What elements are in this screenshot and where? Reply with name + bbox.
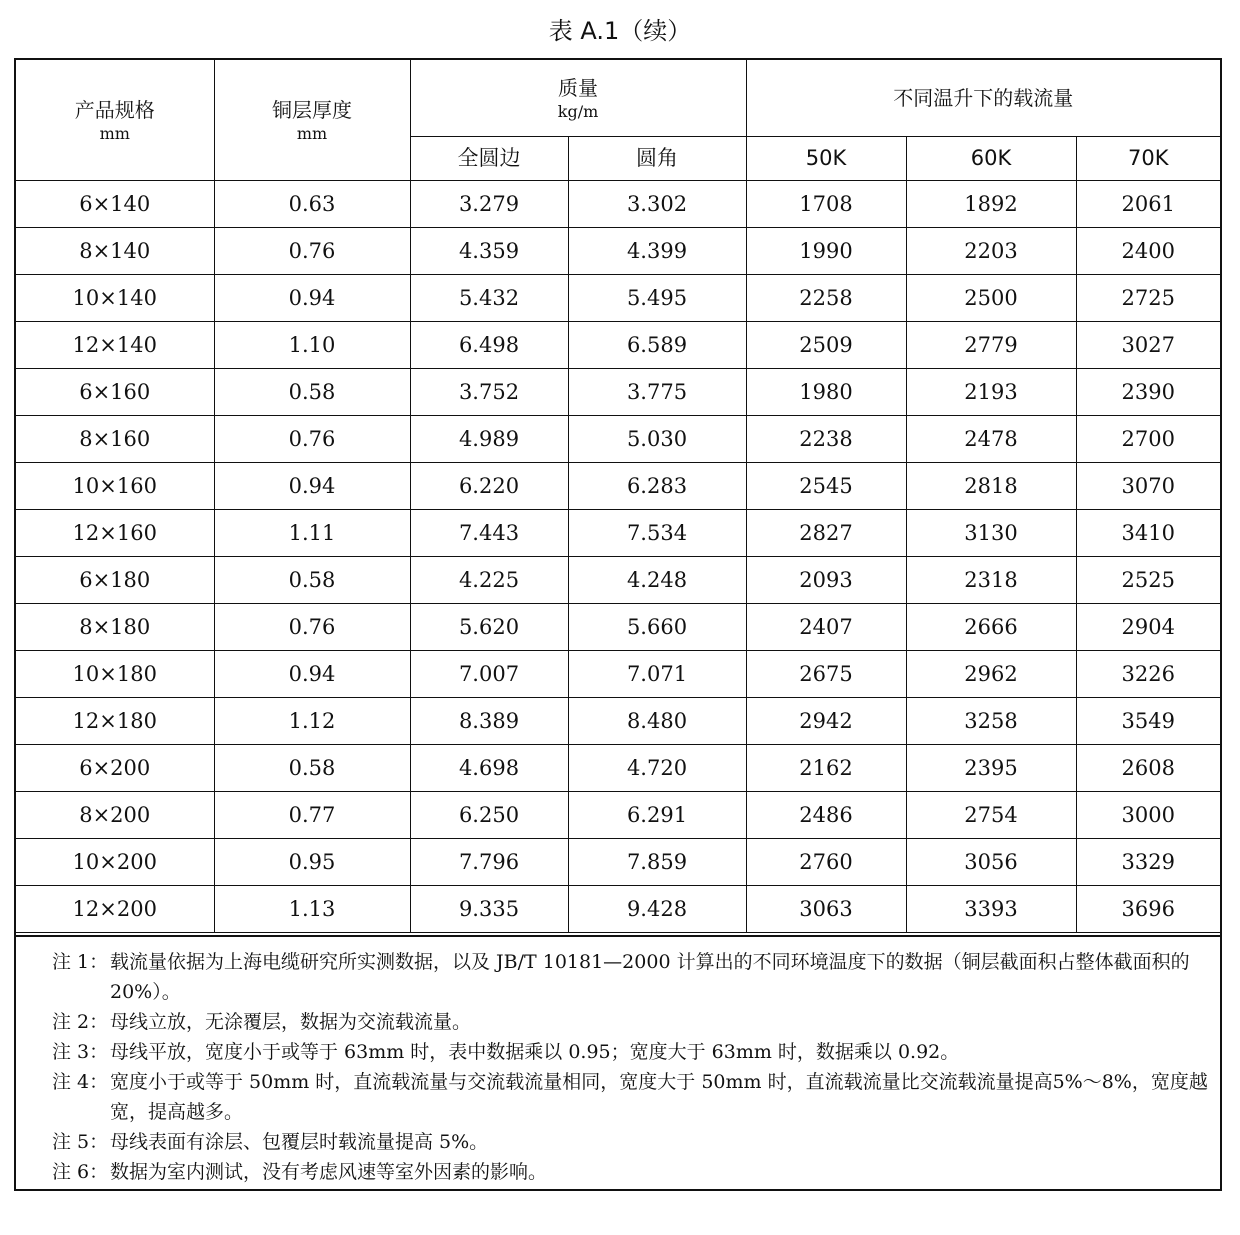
cell-spec: 6×200	[16, 744, 214, 791]
cell-current-70k: 2400	[1076, 227, 1220, 274]
cell-current-50k: 2675	[746, 650, 906, 697]
header-thickness-unit: mm	[296, 123, 328, 143]
cell-spec: 6×160	[16, 368, 214, 415]
note-label: 注 3：	[52, 1041, 109, 1063]
table-body	[16, 180, 1220, 932]
cell-current-70k: 3696	[1076, 885, 1220, 932]
note-text: 数据为室内测试，没有考虑风速等室外因素的影响。	[110, 1161, 548, 1183]
cell-current-50k: 2827	[746, 509, 906, 556]
note-item	[52, 947, 1210, 1007]
header-spec-unit: mm	[99, 123, 130, 143]
cell-spec: 8×180	[16, 603, 214, 650]
cell-mass-round-corner: 7.071	[568, 650, 746, 697]
cell-thickness: 0.58	[214, 368, 410, 415]
table-row	[16, 274, 1220, 321]
cell-current-50k: 2545	[746, 462, 906, 509]
cell-mass-round-corner: 7.534	[568, 509, 746, 556]
cell-current-60k: 2779	[906, 321, 1076, 368]
cell-thickness: 0.77	[214, 791, 410, 838]
table-row	[16, 368, 1220, 415]
table-notes	[16, 935, 1220, 1187]
header-70k: 70K	[1076, 136, 1220, 180]
cell-current-50k: 2942	[746, 697, 906, 744]
cell-current-50k: 2238	[746, 415, 906, 462]
cell-current-60k: 1892	[906, 180, 1076, 227]
table-row	[16, 556, 1220, 603]
table-row	[16, 603, 1220, 650]
cell-thickness: 0.63	[214, 180, 410, 227]
cell-mass-full-round: 5.620	[410, 603, 568, 650]
note-label: 注 4：	[52, 1071, 109, 1093]
cell-thickness: 0.94	[214, 462, 410, 509]
header-full-round: 全圆边	[410, 136, 568, 180]
cell-mass-round-corner: 6.283	[568, 462, 746, 509]
note-item	[52, 1127, 1210, 1157]
cell-spec: 12×180	[16, 697, 214, 744]
cell-spec: 10×200	[16, 838, 214, 885]
cell-current-50k: 2486	[746, 791, 906, 838]
header-current	[746, 60, 1220, 136]
cell-current-70k: 3549	[1076, 697, 1220, 744]
cell-mass-round-corner: 8.480	[568, 697, 746, 744]
cell-thickness: 0.76	[214, 227, 410, 274]
cell-current-50k: 2162	[746, 744, 906, 791]
note-text: 母线表面有涂层、包覆层时载流量提高 5%。	[110, 1131, 489, 1153]
cell-mass-round-corner: 6.291	[568, 791, 746, 838]
cell-current-50k: 2258	[746, 274, 906, 321]
header-current-label: 不同温升下的载流量	[893, 85, 1074, 110]
note-label: 注 5：	[52, 1131, 109, 1153]
cell-spec: 12×200	[16, 885, 214, 932]
table-row	[16, 744, 1220, 791]
cell-current-60k: 2193	[906, 368, 1076, 415]
table-row	[16, 321, 1220, 368]
table-row	[16, 509, 1220, 556]
header-mass-label: 质量	[558, 75, 598, 100]
cell-mass-round-corner: 9.428	[568, 885, 746, 932]
table-row	[16, 838, 1220, 885]
cell-thickness: 0.58	[214, 744, 410, 791]
table-row	[16, 697, 1220, 744]
cell-mass-full-round: 4.698	[410, 744, 568, 791]
cell-current-60k: 2962	[906, 650, 1076, 697]
cell-spec: 6×180	[16, 556, 214, 603]
cell-current-50k: 2760	[746, 838, 906, 885]
cell-thickness: 0.94	[214, 650, 410, 697]
cell-thickness: 1.13	[214, 885, 410, 932]
cell-current-60k: 2395	[906, 744, 1076, 791]
table-row	[16, 415, 1220, 462]
table-row	[16, 180, 1220, 227]
note-item	[52, 1067, 1210, 1127]
cell-current-70k: 2061	[1076, 180, 1220, 227]
note-text: 宽度小于或等于 50mm 时，直流载流量与交流载流量相同，宽度大于 50mm 时，直流载流量比交流载流量提高5%～8%，宽度越宽，提高越多。	[110, 1071, 1208, 1123]
table-row	[16, 227, 1220, 274]
header-round-corner: 圆角	[568, 136, 746, 180]
cell-current-70k: 3070	[1076, 462, 1220, 509]
cell-current-70k: 3329	[1076, 838, 1220, 885]
cell-current-70k: 3226	[1076, 650, 1220, 697]
cell-mass-round-corner: 6.589	[568, 321, 746, 368]
cell-current-60k: 2500	[906, 274, 1076, 321]
cell-spec: 10×180	[16, 650, 214, 697]
cell-thickness: 0.76	[214, 603, 410, 650]
cell-mass-round-corner: 4.248	[568, 556, 746, 603]
cell-spec: 8×160	[16, 415, 214, 462]
cell-mass-full-round: 4.225	[410, 556, 568, 603]
cell-thickness: 0.76	[214, 415, 410, 462]
cell-current-70k: 2390	[1076, 368, 1220, 415]
cell-spec: 12×140	[16, 321, 214, 368]
table-frame	[14, 58, 1222, 1191]
cell-current-60k: 3130	[906, 509, 1076, 556]
cell-current-50k: 1708	[746, 180, 906, 227]
cell-current-50k: 2407	[746, 603, 906, 650]
header-50k: 50K	[746, 136, 906, 180]
cell-current-50k: 3063	[746, 885, 906, 932]
cell-mass-round-corner: 3.302	[568, 180, 746, 227]
cell-thickness: 1.12	[214, 697, 410, 744]
cell-mass-round-corner: 4.720	[568, 744, 746, 791]
note-label: 注 1：	[52, 951, 109, 973]
cell-current-50k: 1980	[746, 368, 906, 415]
cell-current-70k: 2525	[1076, 556, 1220, 603]
note-label: 注 6：	[52, 1161, 109, 1183]
cell-mass-round-corner: 3.775	[568, 368, 746, 415]
header-spec	[16, 60, 214, 180]
cell-spec: 12×160	[16, 509, 214, 556]
cell-thickness: 0.94	[214, 274, 410, 321]
cell-current-60k: 2754	[906, 791, 1076, 838]
cell-mass-full-round: 7.007	[410, 650, 568, 697]
cell-mass-full-round: 6.220	[410, 462, 568, 509]
note-label: 注 2：	[52, 1011, 109, 1033]
cell-current-50k: 1990	[746, 227, 906, 274]
cell-mass-full-round: 9.335	[410, 885, 568, 932]
table-row	[16, 885, 1220, 932]
cell-spec: 10×160	[16, 462, 214, 509]
note-item	[52, 1157, 1210, 1187]
cell-current-50k: 2093	[746, 556, 906, 603]
cell-spec: 8×140	[16, 227, 214, 274]
header-thickness	[214, 60, 410, 180]
cell-mass-full-round: 3.752	[410, 368, 568, 415]
header-spec-label: 产品规格	[74, 97, 155, 122]
cell-mass-full-round: 8.389	[410, 697, 568, 744]
header-60k: 60K	[906, 136, 1076, 180]
cell-spec: 10×140	[16, 274, 214, 321]
header-mass	[410, 60, 746, 136]
cell-current-60k: 2203	[906, 227, 1076, 274]
table-row	[16, 650, 1220, 697]
cell-current-70k: 2608	[1076, 744, 1220, 791]
cell-mass-full-round: 3.279	[410, 180, 568, 227]
cell-mass-round-corner: 5.030	[568, 415, 746, 462]
note-item	[52, 1037, 1210, 1067]
cell-current-60k: 2666	[906, 603, 1076, 650]
cell-thickness: 0.58	[214, 556, 410, 603]
note-text: 母线立放，无涂覆层，数据为交流载流量。	[110, 1011, 472, 1033]
cell-thickness: 1.11	[214, 509, 410, 556]
header-thickness-label: 铜层厚度	[272, 97, 352, 122]
cell-mass-full-round: 4.359	[410, 227, 568, 274]
cell-current-70k: 2904	[1076, 603, 1220, 650]
table-row	[16, 791, 1220, 838]
cell-current-50k: 2509	[746, 321, 906, 368]
cell-mass-full-round: 7.796	[410, 838, 568, 885]
header-mass-unit: kg/m	[557, 101, 599, 121]
cell-mass-full-round: 6.498	[410, 321, 568, 368]
cell-mass-round-corner: 5.660	[568, 603, 746, 650]
table-row	[16, 462, 1220, 509]
cell-current-60k: 3393	[906, 885, 1076, 932]
current-capacity-table	[16, 60, 1220, 933]
cell-current-70k: 2700	[1076, 415, 1220, 462]
cell-current-60k: 2818	[906, 462, 1076, 509]
cell-current-60k: 3056	[906, 838, 1076, 885]
cell-current-60k: 2478	[906, 415, 1076, 462]
note-item	[52, 1007, 1210, 1037]
cell-current-70k: 3000	[1076, 791, 1220, 838]
cell-current-70k: 3410	[1076, 509, 1220, 556]
cell-current-60k: 2318	[906, 556, 1076, 603]
note-text: 母线平放，宽度小于或等于 63mm 时，表中数据乘以 0.95；宽度大于 63mm 时，数据乘以 0.92。	[110, 1041, 960, 1063]
cell-mass-round-corner: 7.859	[568, 838, 746, 885]
table-caption: 表 A.1（续）	[548, 17, 692, 45]
cell-mass-full-round: 6.250	[410, 791, 568, 838]
cell-thickness: 1.10	[214, 321, 410, 368]
cell-spec: 6×140	[16, 180, 214, 227]
cell-mass-full-round: 5.432	[410, 274, 568, 321]
note-text: 载流量依据为上海电缆研究所实测数据，以及 JB/T 10181—2000 计算出的不同环境温度下的数据（铜层截面积占整体截面积的 20%）。	[110, 951, 1190, 1003]
cell-current-70k: 3027	[1076, 321, 1220, 368]
cell-current-70k: 2725	[1076, 274, 1220, 321]
cell-spec: 8×200	[16, 791, 214, 838]
cell-thickness: 0.95	[214, 838, 410, 885]
cell-mass-round-corner: 4.399	[568, 227, 746, 274]
cell-mass-round-corner: 5.495	[568, 274, 746, 321]
cell-mass-full-round: 4.989	[410, 415, 568, 462]
cell-mass-full-round: 7.443	[410, 509, 568, 556]
cell-current-60k: 3258	[906, 697, 1076, 744]
